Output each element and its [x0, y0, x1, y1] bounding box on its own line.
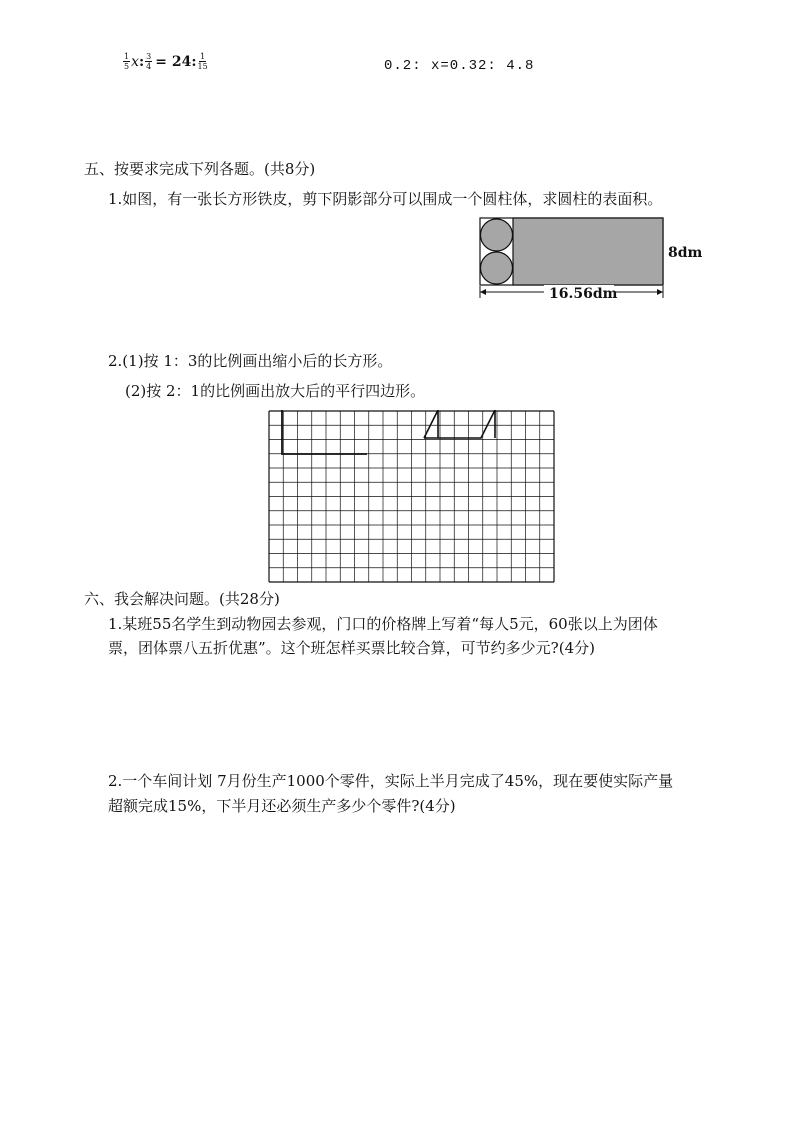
height-label: 8dm [668, 245, 703, 261]
question-5-1: 1.如图，有一张长方形铁皮，剪下阴影部分可以围成一个圆柱体，求圆柱的表面积。 [108, 190, 663, 208]
drawing-grid [268, 410, 556, 584]
ratio-colon: : [139, 53, 145, 70]
section-5-heading: 五、按要求完成下列各题。(共8分) [84, 160, 316, 178]
parallelogram-shape [424, 410, 495, 438]
section-6-heading: 六、我会解决问题。(共28分) [84, 590, 280, 608]
equation-right: 0.2: x=0.32: 4.8 [384, 58, 535, 74]
question-6-1-line-2: 票，团体票八五折优惠”。这个班怎样买票比较合算，可节约多少元?(4分) [108, 639, 595, 657]
iron-sheet-figure [470, 212, 710, 308]
width-label: 16.56dm [549, 286, 618, 302]
fraction-1-15: $\frac{1}{15}$ [197, 52, 208, 71]
equation-left [122, 52, 209, 71]
grid-lines [269, 411, 554, 582]
question-6-1-line-1: 1.某班55名学生到动物园去参观，门口的价格牌上写着“每人5元，60张以上为团体 [108, 615, 658, 633]
shaded-rectangle [513, 218, 663, 285]
fraction-3-4: $\frac{3}{4}$ [146, 52, 152, 71]
question-6-2-line-2: 超额完成15%，下半月还必须生产多少个零件?(4分) [108, 797, 456, 815]
width-arrow-right [657, 289, 663, 295]
width-arrow-left [480, 289, 486, 295]
bottom-circle [481, 252, 513, 284]
fraction-1-5: $\frac{1}{5}$ [124, 52, 130, 71]
variable-x: x [131, 53, 139, 70]
question-5-2-1: 2.(1)按 1：3的比例画出缩小后的长方形。 [108, 352, 393, 370]
equals-24: = 24: [155, 53, 197, 70]
question-5-2-2: (2)按 2：1的比例画出放大后的平行四边形。 [125, 382, 426, 400]
top-circle [481, 219, 513, 251]
question-6-2-line-1: 2.一个车间计划 7月份生产1000个零件，实际上半月完成了45%，现在要使实际产量 [108, 772, 674, 790]
